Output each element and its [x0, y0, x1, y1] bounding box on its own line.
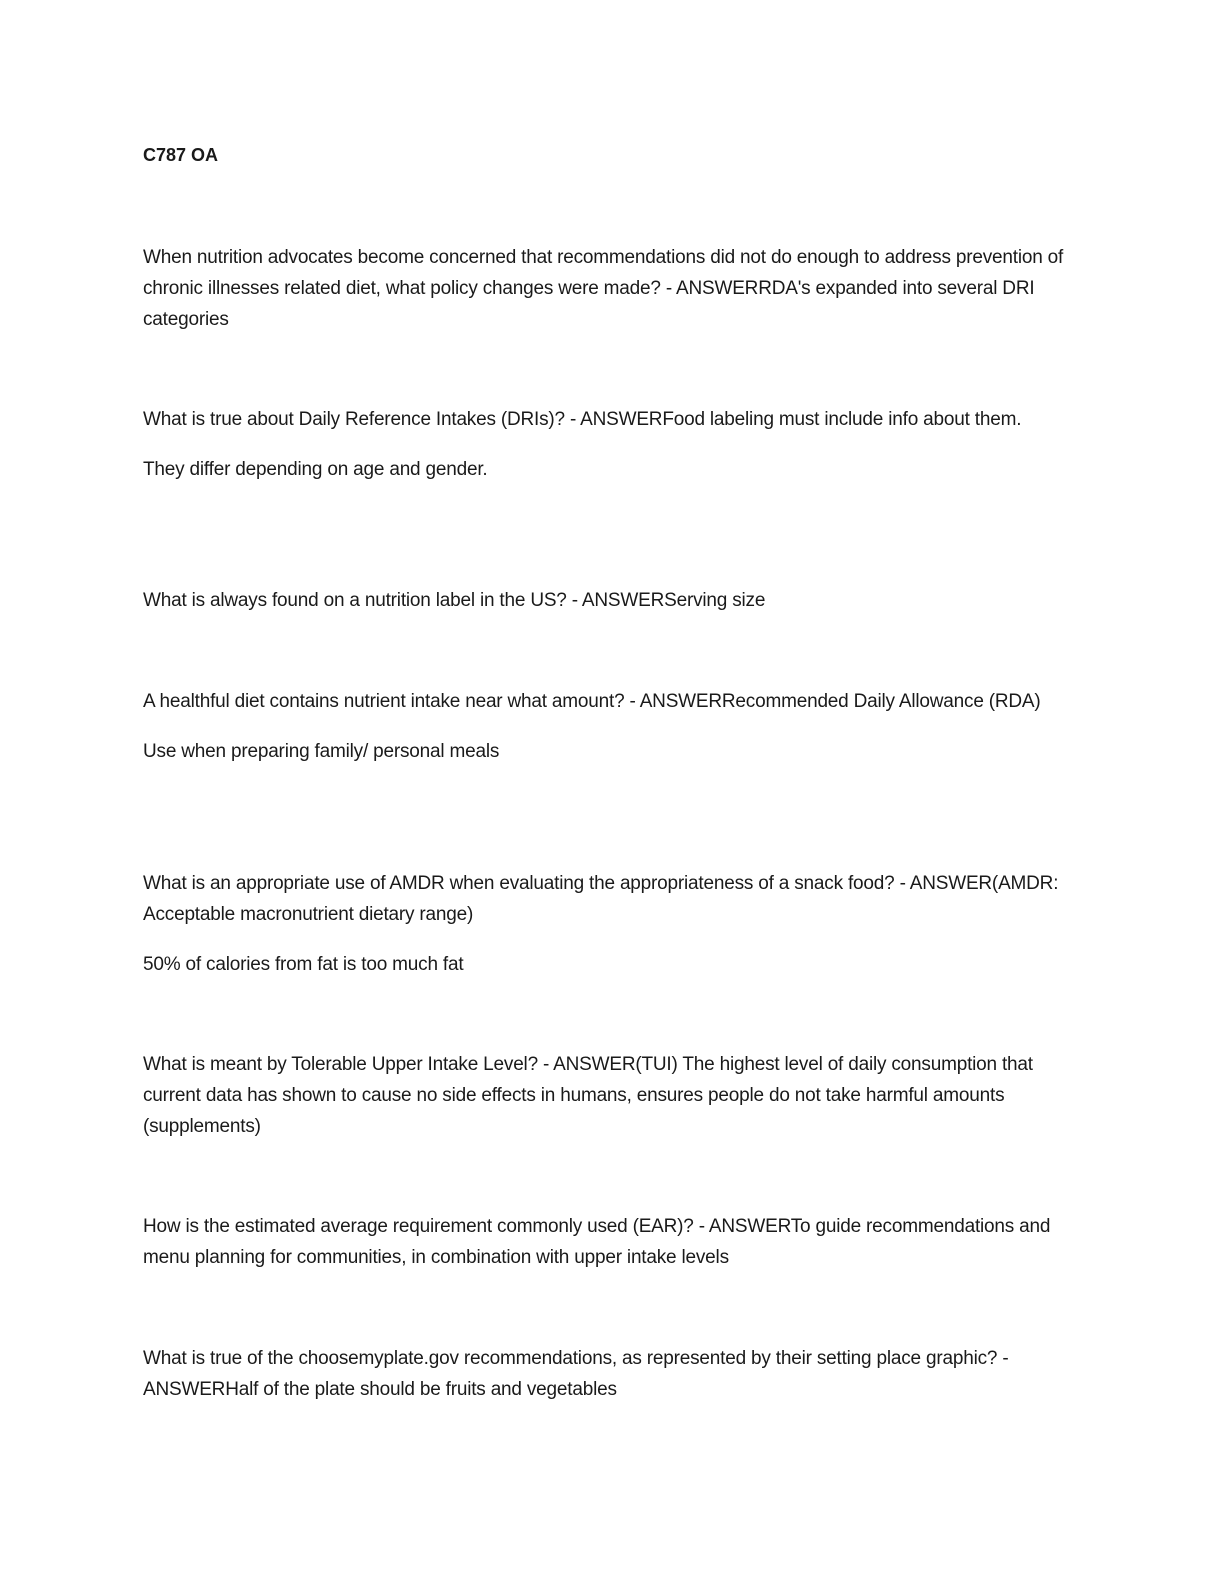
qa-extra: Use when preparing family/ personal meals	[143, 741, 500, 762]
qa-text: How is the estimated average requirement commonly used (EAR)? - ANSWERTo guide recommendations and menu planning for communities, in combination with upper intake levels	[143, 1216, 1051, 1268]
qa-item	[143, 868, 1078, 980]
qa-item	[143, 585, 1078, 616]
qa-extra: 50% of calories from fat is too much fat	[143, 954, 464, 975]
qa-item	[143, 242, 1078, 335]
qa-text: What is an appropriate use of AMDR when evaluating the appropriateness of a snack food? - ANSWER(AMDR: Acceptable macronutrient dietary range)	[143, 873, 1059, 925]
qa-extra: They differ depending on age and gender.	[143, 459, 488, 480]
qa-text: When nutrition advocates become concerned that recommendations did not do enough to address prevention of chronic illnesses related diet, what policy changes were made? - ANSWERRDA's expanded into several DRI categories	[143, 247, 1064, 330]
qa-item	[143, 686, 1078, 767]
qa-item	[143, 404, 1078, 485]
qa-text: What is true about Daily Reference Intakes (DRIs)? - ANSWERFood labeling must include info about them.	[143, 409, 1022, 430]
qa-item	[143, 1343, 1078, 1405]
document-title: C787 OA	[143, 145, 219, 165]
qa-item	[143, 1049, 1078, 1142]
qa-text: A healthful diet contains nutrient intake near what amount? - ANSWERRecommended Daily Allowance (RDA)	[143, 691, 1041, 712]
qa-text: What is always found on a nutrition label in the US? - ANSWERServing size	[143, 590, 766, 611]
qa-text: What is true of the choosemyplate.gov recommendations, as represented by their setting place graphic? - ANSWERHalf of the plate should be fruits and vegetables	[143, 1348, 1009, 1400]
qa-text: What is meant by Tolerable Upper Intake Level? - ANSWER(TUI) The highest level of daily consumption that current data has shown to cause no side effects in humans, ensures people do not take harmful amounts (supplements)	[143, 1054, 1033, 1137]
qa-item	[143, 1211, 1078, 1273]
